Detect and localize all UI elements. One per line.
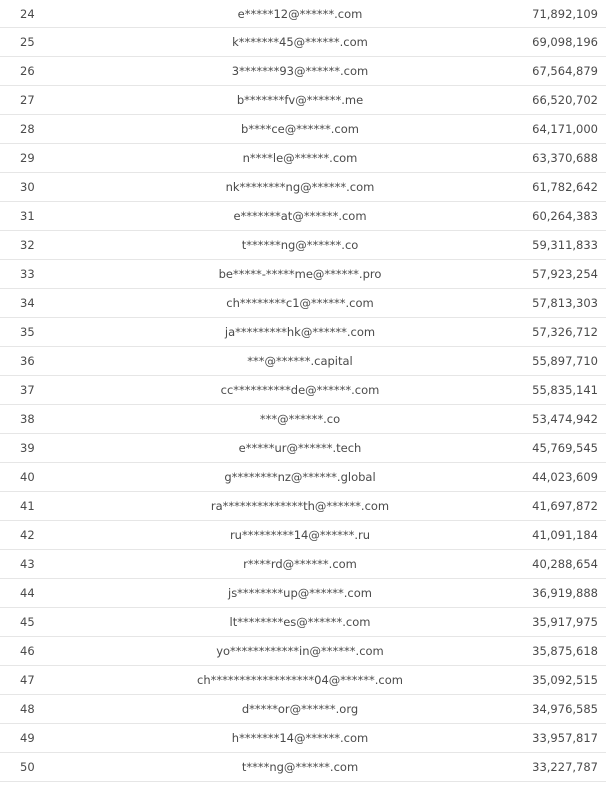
amount-cell: 41,091,184 [532, 528, 598, 542]
amount-cell: 40,288,654 [532, 557, 598, 571]
rank-cell: 48 [20, 702, 35, 716]
email-cell: ru*********14@******.ru [229, 528, 371, 542]
email-cell: ja*********hk@******.com [224, 325, 376, 339]
email-cell: n****le@******.com [242, 151, 358, 165]
table-row [0, 550, 606, 579]
table-row [0, 144, 606, 173]
table-row [0, 608, 606, 637]
table-row [0, 0, 606, 28]
email-cell: h*******14@******.com [231, 731, 369, 745]
rank-cell: 38 [20, 412, 35, 426]
email-cell: b****ce@******.com [241, 122, 359, 136]
email-cell: ***@******.co [259, 412, 341, 426]
rank-cell: 33 [20, 267, 35, 281]
amount-cell: 41,697,872 [532, 499, 598, 513]
table-row [0, 434, 606, 463]
table-row [0, 376, 606, 405]
amount-cell: 35,875,618 [532, 644, 598, 658]
table-row [0, 202, 606, 231]
rank-cell: 32 [20, 238, 35, 252]
amount-cell: 71,892,109 [532, 7, 598, 21]
email-cell: t****ng@******.com [241, 760, 359, 774]
amount-cell: 69,098,196 [532, 35, 598, 49]
rank-cell: 27 [20, 93, 35, 107]
table-row [0, 260, 606, 289]
email-cell: t******ng@******.co [241, 238, 359, 252]
amount-cell: 55,897,710 [532, 354, 598, 368]
table-row [0, 86, 606, 115]
email-cell: ***@******.capital [247, 354, 353, 368]
rank-cell: 34 [20, 296, 35, 310]
email-cell: r****rd@******.com [243, 557, 357, 571]
amount-cell: 34,976,585 [532, 702, 598, 716]
table-row [0, 724, 606, 753]
rank-cell: 46 [20, 644, 35, 658]
rank-cell: 31 [20, 209, 35, 223]
email-cell: be*****-*****me@******.pro [218, 267, 382, 281]
table-row [0, 318, 606, 347]
amount-cell: 36,919,888 [532, 586, 598, 600]
rank-cell: 25 [20, 35, 35, 49]
table-row [0, 347, 606, 376]
table-row [0, 637, 606, 666]
table-row [0, 28, 606, 57]
amount-cell: 45,769,545 [532, 441, 598, 455]
rank-cell: 40 [20, 470, 35, 484]
email-cell: 3*******93@******.com [231, 64, 369, 78]
email-cell: yo************in@******.com [216, 644, 384, 658]
amount-cell: 44,023,609 [532, 470, 598, 484]
amount-cell: 57,923,254 [532, 267, 598, 281]
table-row [0, 57, 606, 86]
table-row [0, 173, 606, 202]
table-row [0, 463, 606, 492]
amount-cell: 33,227,787 [532, 760, 598, 774]
amount-cell: 35,917,975 [532, 615, 598, 629]
email-cell: e*****ur@******.tech [238, 441, 362, 455]
table-row [0, 753, 606, 782]
email-cell: js********up@******.com [228, 586, 372, 600]
email-cell: ra**************th@******.com [210, 499, 390, 513]
email-cell: ch********c1@******.com [226, 296, 374, 310]
table-row [0, 666, 606, 695]
amount-cell: 66,520,702 [532, 93, 598, 107]
rank-cell: 43 [20, 557, 35, 571]
rank-cell: 41 [20, 499, 35, 513]
amount-cell: 64,171,000 [532, 122, 598, 136]
amount-cell: 33,957,817 [532, 731, 598, 745]
table-row [0, 115, 606, 144]
table-row [0, 695, 606, 724]
email-cell: d*****or@******.org [241, 702, 359, 716]
rank-cell: 39 [20, 441, 35, 455]
table-row [0, 289, 606, 318]
amount-cell: 59,311,833 [532, 238, 598, 252]
table-row [0, 492, 606, 521]
rank-cell: 49 [20, 731, 35, 745]
email-cell: cc**********de@******.com [220, 383, 380, 397]
table-row [0, 405, 606, 434]
amount-cell: 57,813,303 [532, 296, 598, 310]
amount-cell: 61,782,642 [532, 180, 598, 194]
table-row [0, 521, 606, 550]
rank-cell: 36 [20, 354, 35, 368]
table-row [0, 579, 606, 608]
rank-cell: 35 [20, 325, 35, 339]
rank-cell: 30 [20, 180, 35, 194]
amount-cell: 57,326,712 [532, 325, 598, 339]
rank-cell: 24 [20, 7, 35, 21]
amount-cell: 63,370,688 [532, 151, 598, 165]
amount-cell: 35,092,515 [532, 673, 598, 687]
rank-cell: 44 [20, 586, 35, 600]
rank-cell: 28 [20, 122, 35, 136]
email-cell: e*******at@******.com [233, 209, 367, 223]
table-row [0, 231, 606, 260]
amount-cell: 55,835,141 [532, 383, 598, 397]
rank-cell: 29 [20, 151, 35, 165]
rank-cell: 42 [20, 528, 35, 542]
email-cell: b*******fv@******.me [236, 93, 364, 107]
rank-cell: 45 [20, 615, 35, 629]
email-cell: e*****12@******.com [237, 7, 363, 21]
email-cell: ch******************04@******.com [197, 673, 403, 687]
amount-cell: 53,474,942 [532, 412, 598, 426]
email-cell: k*******45@******.com [232, 35, 368, 49]
rank-cell: 47 [20, 673, 35, 687]
email-cell: nk********ng@******.com [225, 180, 375, 194]
email-cell: g********nz@******.global [224, 470, 376, 484]
rank-cell: 26 [20, 64, 35, 78]
rank-cell: 37 [20, 383, 35, 397]
amount-cell: 60,264,383 [532, 209, 598, 223]
rank-cell: 50 [20, 760, 35, 774]
email-cell: lt********es@******.com [229, 615, 371, 629]
amount-cell: 67,564,879 [532, 64, 598, 78]
